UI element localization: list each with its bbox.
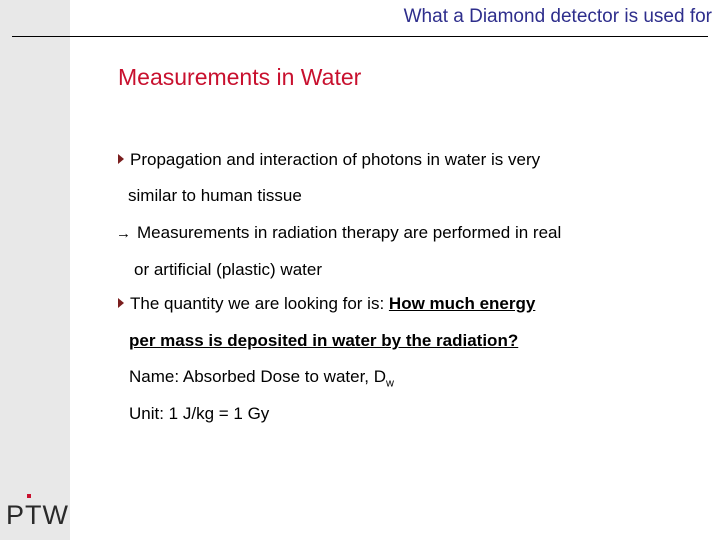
arrow-right-icon: → bbox=[116, 225, 131, 242]
arrow-line-2: or artificial (plastic) water bbox=[134, 260, 322, 279]
logo-letter-t: T bbox=[25, 500, 43, 530]
arrow-text-1: Measurements in radiation therapy are performed in real bbox=[137, 223, 562, 242]
unit-line: Unit: 1 J/kg = 1 Gy bbox=[129, 404, 270, 423]
bullet-2-emphasis-1: How much energy bbox=[388, 294, 536, 313]
arrow-line-1 bbox=[116, 223, 561, 243]
bullet-2-emphasis-2: per mass is deposited in water by the radiation? bbox=[129, 331, 519, 350]
triangle-bullet-icon bbox=[118, 298, 124, 308]
ptw-logo bbox=[6, 500, 69, 531]
header-divider bbox=[12, 36, 708, 37]
name-text: Name: Absorbed Dose to water, D bbox=[129, 367, 387, 386]
logo-letter-w: W bbox=[42, 500, 69, 530]
slide-title: Measurements in Water bbox=[118, 64, 362, 90]
bullet-1-line-2: similar to human tissue bbox=[128, 186, 302, 205]
bullet-2-prefix: The quantity we are looking for is: bbox=[130, 294, 389, 313]
bullet-2-line-1 bbox=[118, 294, 535, 314]
header-title: What a Diamond detector is used for bbox=[403, 6, 712, 27]
logo-dot-icon bbox=[27, 494, 31, 498]
logo-letter-p: P bbox=[6, 500, 26, 530]
bullet-1-line-1 bbox=[118, 150, 540, 170]
name-subscript: w bbox=[386, 377, 394, 390]
name-line bbox=[129, 367, 394, 389]
left-sidebar-band bbox=[0, 0, 70, 540]
bullet-1-text-1: Propagation and interaction of photons in water is very bbox=[130, 150, 541, 169]
triangle-bullet-icon bbox=[118, 154, 124, 164]
